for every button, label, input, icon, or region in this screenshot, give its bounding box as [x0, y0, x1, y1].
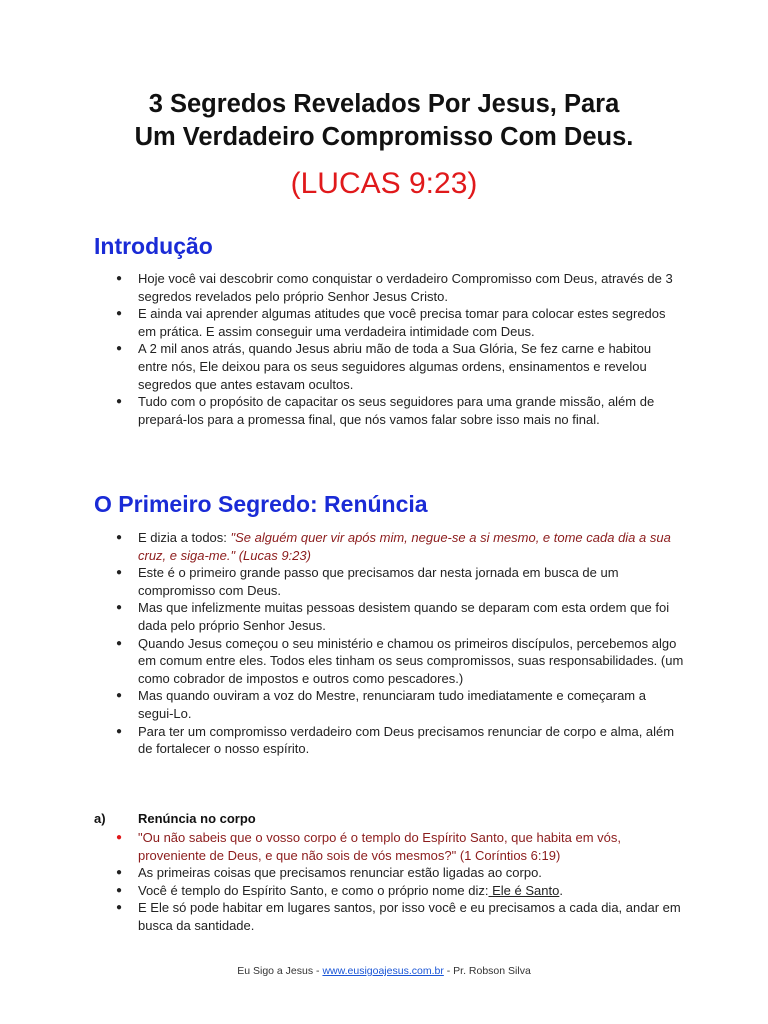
- list-item: ● E ainda vai aprender algumas atitudes que você precisa tomar para colocar estes segredos em prática. E assim conseguir uma verdadeira intimidade com Deus.: [116, 306, 666, 339]
- list-item: ● E dizia a todos: "Se alguém quer vir após mim, negue-se a si mesmo, e tome cada dia a sua cruz, e siga-me." (Lucas 9:23): [116, 530, 671, 563]
- scripture-reference: (LUCAS 9:23): [290, 167, 478, 200]
- list-item: ● A 2 mil anos atrás, quando Jesus abriu mão de toda a Sua Glória, Se fez carne e habitou entre nós, Ele deixou para os seus seguidores algumas ordens, ensinamentos e revelou segredos que antes estavam ocultos.: [116, 341, 652, 392]
- bullet-icon: ●: [116, 725, 123, 737]
- list-item: ● Mas que infelizmente muitas pessoas desistem quando se deparam com esta ordem que foi dada pelo próprio Senhor Jesus.: [116, 600, 670, 633]
- bullet-icon: ●: [116, 690, 123, 702]
- subsection-label: Renúncia no corpo: [138, 811, 256, 826]
- bullet-icon: ●: [116, 273, 123, 284]
- list-item: ● Tudo com o propósito de capacitar os seus seguidores para uma grande missão, além de prepará-los para a promessa final, que nós vamos falar sobre isso mais no final.: [116, 394, 655, 427]
- secret1-bullet-list: [94, 529, 684, 758]
- bullet-icon: ●: [116, 832, 123, 843]
- list-item: ● Este é o primeiro grande passo que precisamos dar nesta jornada em busca de um compromisso com Deus.: [116, 565, 619, 598]
- bullet-icon: ●: [116, 532, 123, 543]
- bullet-icon: ●: [116, 884, 123, 896]
- subsection-a-bullet-list: [94, 829, 684, 935]
- intro-heading: Introdução: [94, 233, 213, 259]
- list-item: ● Hoje você vai descobrir como conquistar o verdadeiro Compromisso com Deus, através de 3 segredos revelados pelo próprio Senhor Jesus Cristo.: [116, 271, 673, 304]
- list-item: ● Você é templo do Espírito Santo, e como o próprio nome diz: Ele é Santo.: [116, 882, 563, 898]
- list-item: ● Quando Jesus começou o seu ministério e chamou os primeiros discípulos, percebemos algo em comum entre eles. Todos eles tinham os seus compromissos, suas responsabilidades. (um como cobrador de impostos e outros como pescadores.): [116, 635, 684, 686]
- bullet-icon: ●: [116, 867, 123, 879]
- document-title-line-1: 3 Segredos Revelados Por Jesus, Para: [148, 90, 620, 118]
- bullet-icon: ●: [116, 602, 123, 614]
- bible-quote: "Se alguém quer vir após mim, negue-se a si mesmo, e tome cada dia a sua cruz, e siga-me." (Lucas 9:23): [138, 530, 671, 563]
- page-footer: Eu Sigo a Jesus - www.eusigoajesus.com.br - Pr. Robson Silva: [237, 965, 531, 977]
- document-title-line-2: Um Verdadeiro Compromisso Com Deus.: [134, 123, 634, 151]
- subsection-marker: a): [94, 811, 106, 826]
- list-item: ● Para ter um compromisso verdadeiro com Deus precisamos renunciar de corpo e alma, além de fortalecer o nosso espírito.: [116, 723, 675, 757]
- list-item: ● Mas quando ouviram a voz do Mestre, renunciaram tudo imediatamente e começaram a segui-Lo.: [116, 688, 646, 721]
- bullet-icon: ●: [116, 902, 123, 914]
- website-link[interactable]: www.eusigoajesus.com.br: [322, 965, 444, 977]
- bible-quote: "Ou não sabeis que o vosso corpo é o templo do Espírito Santo, que habita em vós, proveniente de Deus, e que não sois de vós mesmos?" (1 Coríntios 6:19): [138, 830, 622, 863]
- underlined-phrase: Ele é Santo: [488, 882, 560, 898]
- bullet-icon: ●: [116, 308, 123, 320]
- bullet-icon: ●: [116, 396, 123, 408]
- bullet-icon: ●: [116, 637, 123, 649]
- intro-bullet-list: [94, 270, 684, 428]
- secret1-heading: O Primeiro Segredo: Renúncia: [94, 491, 428, 517]
- bullet-icon: ●: [116, 567, 123, 579]
- list-item: [94, 829, 684, 864]
- bullet-icon: ●: [116, 343, 123, 355]
- list-item: ● E Ele só pode habitar em lugares santos, por isso você e eu precisamos a cada dia, andar em busca da santidade.: [116, 900, 681, 933]
- subsection-a-heading: [94, 810, 256, 828]
- list-item: ● As primeiras coisas que precisamos renunciar estão ligadas ao corpo.: [116, 865, 542, 881]
